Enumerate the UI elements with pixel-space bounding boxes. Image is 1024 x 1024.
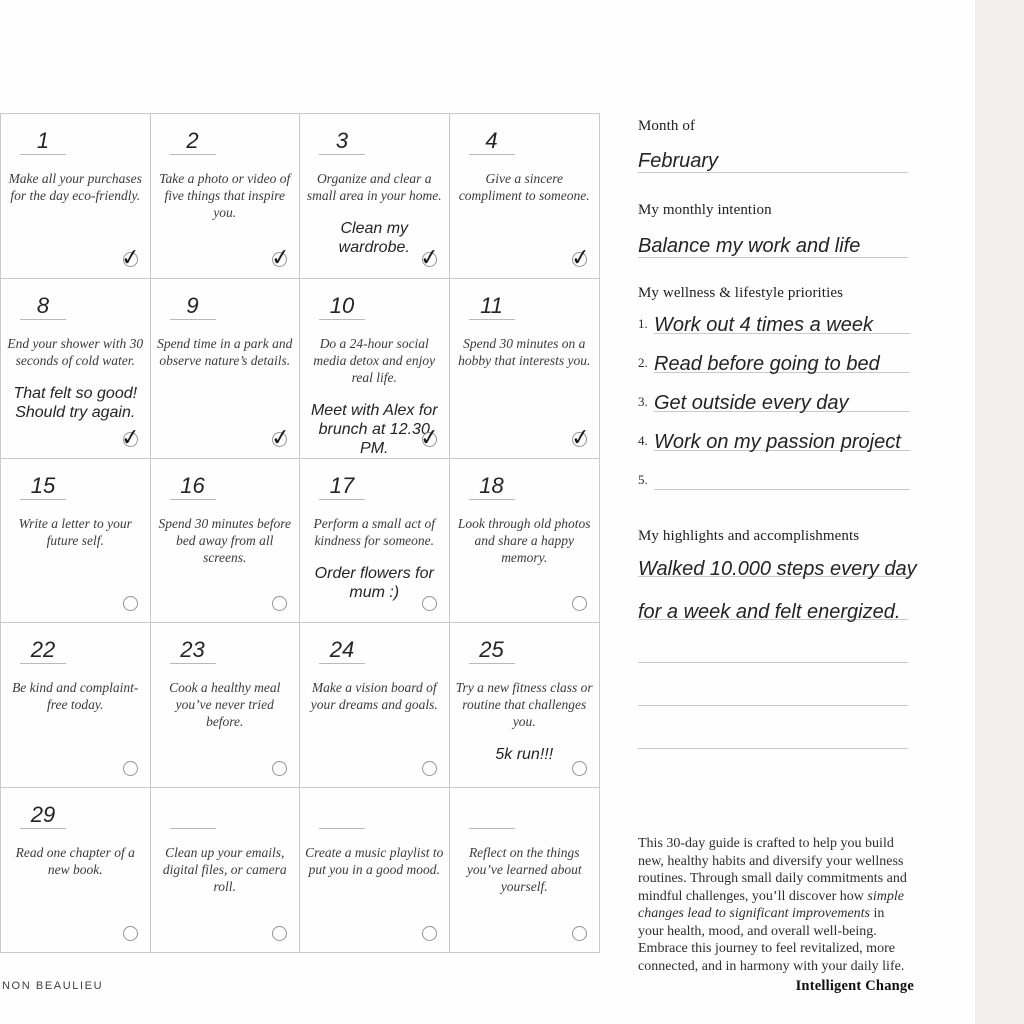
challenge-text: Spend 30 minutes before bed away from all screens. <box>158 515 292 565</box>
circle-outline <box>422 926 437 941</box>
completed-check-icon <box>416 243 441 272</box>
empty-circle-icon <box>416 921 438 943</box>
circle-outline <box>123 761 138 776</box>
challenge-cell <box>151 279 301 459</box>
day-number-line <box>20 290 66 320</box>
day-number-line <box>319 799 365 829</box>
day-number: 25 <box>479 637 504 662</box>
completed-check-icon <box>117 423 142 452</box>
day-number-line <box>170 290 216 320</box>
check-mark: ✓ <box>269 243 292 272</box>
circle-outline <box>572 926 587 941</box>
priority-value: Work out 4 times a week <box>654 314 873 336</box>
challenge-cell <box>300 623 450 788</box>
handwritten-note: Meet with Alex for brunch at 12.30 PM. <box>310 401 438 457</box>
guide-description-pre: This 30-day guide is crafted to help you build new, healthy habits and diversify your wellness routines. Through small daily commitments and mindful challenges, you’ll discover how <box>638 836 907 904</box>
completed-check-icon <box>266 243 292 272</box>
challenge-text: End your shower with 30 seconds of cold water. <box>7 335 144 368</box>
challenge-text: Try a new fitness class or routine that challenges you. <box>455 680 593 729</box>
day-number: 11 <box>480 292 503 318</box>
empty-circle-icon <box>266 756 288 778</box>
day-number: 9 <box>186 292 199 318</box>
monthly-intention-label: My monthly intention <box>638 202 772 218</box>
day-number-line <box>469 125 515 155</box>
day-number: 17 <box>329 472 355 498</box>
completed-check-icon <box>566 423 592 452</box>
challenge-cell <box>151 114 301 279</box>
challenge-cell <box>300 788 450 953</box>
check-mark: ✓ <box>569 423 592 452</box>
circle-outline <box>422 761 437 776</box>
highlights-lines <box>638 534 917 749</box>
empty-circle-icon <box>117 921 139 943</box>
priority-number: 1. <box>638 316 648 331</box>
day-number: 18 <box>479 472 504 498</box>
challenge-text: Perform a small act of kindness for someone. <box>313 515 435 548</box>
check-mark: ✓ <box>269 423 292 452</box>
day-number: 23 <box>180 637 205 662</box>
check-mark: ✓ <box>119 423 142 452</box>
day-number-line <box>469 799 515 829</box>
brand-wordmark: Intelligent Change <box>795 978 914 994</box>
highlight-line <box>638 706 908 749</box>
highlight-value: for a week and felt energized. <box>638 601 901 623</box>
empty-circle-icon <box>266 591 288 613</box>
priorities-list <box>638 295 910 490</box>
empty-circle-icon <box>416 756 438 778</box>
check-mark: ✓ <box>119 243 142 272</box>
handwritten-note: Clean my wardrobe. <box>338 220 410 256</box>
page-edge-strip <box>975 0 1024 1024</box>
completed-check-icon <box>566 243 592 272</box>
priority-row <box>638 451 910 490</box>
circle-outline <box>272 596 287 611</box>
challenge-text: Give a sincere compliment to someone. <box>458 171 590 203</box>
day-number-line <box>170 634 216 664</box>
priority-number: 4. <box>638 433 648 448</box>
day-number: 10 <box>329 292 355 318</box>
challenge-cell <box>1 788 151 953</box>
challenge-cell <box>151 623 301 788</box>
day-number: 4 <box>485 128 498 153</box>
empty-circle-icon <box>566 591 588 613</box>
author-name: NON BEAULIEU <box>2 980 104 992</box>
challenge-text: Write a letter to your future self. <box>18 515 132 548</box>
day-number: 2 <box>186 128 199 153</box>
day-number-line <box>20 470 66 500</box>
highlights-label: My highlights and accomplishments <box>638 528 860 544</box>
priorities-label: My wellness & lifestyle priorities <box>638 285 844 301</box>
priority-line <box>654 489 910 490</box>
challenge-text: Look through old photos and share a happy memory. <box>457 515 591 565</box>
challenge-text: Take a photo or video of five things that inspire you. <box>159 171 291 220</box>
circle-outline <box>123 596 138 611</box>
challenge-cell <box>1 623 151 788</box>
priority-number: 3. <box>638 394 648 409</box>
challenge-cell <box>300 459 450 624</box>
challenge-text: Clean up your emails, digital files, or camera roll. <box>162 844 287 894</box>
challenge-cell <box>450 788 600 953</box>
check-mark: ✓ <box>418 423 441 452</box>
day-number-line <box>170 799 216 829</box>
empty-circle-icon <box>266 921 288 943</box>
day-number: 1 <box>36 128 50 153</box>
completed-check-icon <box>117 243 142 272</box>
empty-circle-icon <box>566 756 588 778</box>
day-number-line <box>20 125 66 155</box>
challenge-text: Read one chapter of a new book. <box>15 844 135 877</box>
month-value: February <box>638 150 719 172</box>
day-number-line <box>469 634 515 664</box>
priority-number: 5. <box>638 472 648 487</box>
challenge-text: Spend time in a park and observe nature’s details. <box>157 335 293 368</box>
circle-outline <box>272 761 287 776</box>
day-number-line <box>469 470 515 500</box>
challenge-text: Reflect on the things you’ve learned about yourself. <box>466 844 582 894</box>
challenge-cell <box>151 459 301 624</box>
day-number: 24 <box>329 637 355 662</box>
circle-outline <box>422 596 437 611</box>
empty-circle-icon <box>416 591 438 613</box>
day-number: 15 <box>30 472 56 498</box>
circle-outline <box>572 596 587 611</box>
challenge-cell <box>450 623 600 788</box>
day-number-line <box>319 125 365 155</box>
empty-circle-icon <box>566 921 588 943</box>
challenge-text: Spend 30 minutes on a hobby that interests you. <box>458 335 591 368</box>
highlight-line <box>638 663 908 706</box>
day-number-line <box>319 470 365 500</box>
guide-description-post: in your health, mood, and overall well-being. Embrace this journey to feel revitalized, more connected, and in harmony with your daily life. <box>638 906 905 974</box>
day-number: 22 <box>30 637 56 662</box>
challenge-text: Organize and clear a small area in your home. <box>306 171 442 203</box>
day-number-line <box>469 290 515 320</box>
handwritten-note: That felt so good! Should try again. <box>13 384 138 421</box>
priority-line <box>654 312 910 334</box>
challenge-text: Make all your purchases for the day eco-friendly. <box>8 171 142 203</box>
challenge-cell <box>300 114 450 279</box>
day-number-line <box>170 125 216 155</box>
monthly-intention-field <box>638 223 908 258</box>
priority-number: 2. <box>638 355 648 370</box>
day-number-line <box>20 634 66 664</box>
priority-line <box>654 351 910 373</box>
challenge-text: Cook a healthy meal you’ve never tried before. <box>169 680 281 729</box>
guide-description-italic: simple changes lead to significant improvements <box>638 888 904 921</box>
day-number-line <box>20 799 66 829</box>
check-mark: ✓ <box>418 243 441 272</box>
day-number: 8 <box>36 292 50 318</box>
priority-row <box>638 373 910 412</box>
guide-description <box>638 835 908 975</box>
circle-outline <box>572 761 587 776</box>
challenge-cell <box>450 114 600 279</box>
challenge-cell <box>300 279 450 459</box>
day-number-line <box>170 470 216 500</box>
priority-row <box>638 334 910 373</box>
highlight-value: Walked 10.000 steps every day <box>638 558 917 580</box>
month-summary-panel <box>638 113 917 993</box>
empty-circle-icon <box>117 591 139 613</box>
day-number-line <box>319 634 365 664</box>
priority-row <box>638 295 910 334</box>
priority-line <box>654 390 910 412</box>
month-field <box>638 139 908 173</box>
month-of-label: Month of <box>638 118 696 134</box>
circle-outline <box>123 926 138 941</box>
challenge-cell <box>1 459 151 624</box>
challenge-cell <box>450 459 600 624</box>
challenge-cell <box>1 114 151 279</box>
challenge-cell <box>151 788 301 953</box>
completed-check-icon <box>416 423 441 452</box>
challenge-cell <box>1 279 151 459</box>
day-number: 3 <box>335 128 349 153</box>
priority-line <box>654 429 910 451</box>
challenge-text: Create a music playlist to put you in a good mood. <box>305 844 444 877</box>
priority-row <box>638 412 910 451</box>
priority-value: Get outside every day <box>654 392 849 414</box>
challenge-grid <box>0 113 600 953</box>
handwritten-note: 5k run!!! <box>495 746 554 763</box>
circle-outline <box>272 926 287 941</box>
challenge-cell <box>450 279 600 459</box>
highlight-line <box>638 534 917 580</box>
day-number-line <box>319 290 365 320</box>
challenge-text: Make a vision board of your dreams and goals. <box>310 680 438 712</box>
challenge-text: Do a 24-hour social media detox and enjoy real life. <box>313 335 436 385</box>
completed-check-icon <box>266 423 292 452</box>
highlight-line <box>638 577 908 623</box>
check-mark: ✓ <box>569 243 592 272</box>
empty-circle-icon <box>117 756 139 778</box>
day-number: 16 <box>180 472 205 498</box>
priority-value: Work on my passion project <box>654 431 901 453</box>
monthly-intention-value: Balance my work and life <box>638 235 861 257</box>
handwritten-note: Order flowers for mum :) <box>314 564 434 601</box>
highlight-line <box>638 620 908 663</box>
challenge-text: Be kind and complaint-free today. <box>12 680 139 712</box>
day-number: 29 <box>30 801 56 827</box>
priority-value: Read before going to bed <box>654 353 880 375</box>
